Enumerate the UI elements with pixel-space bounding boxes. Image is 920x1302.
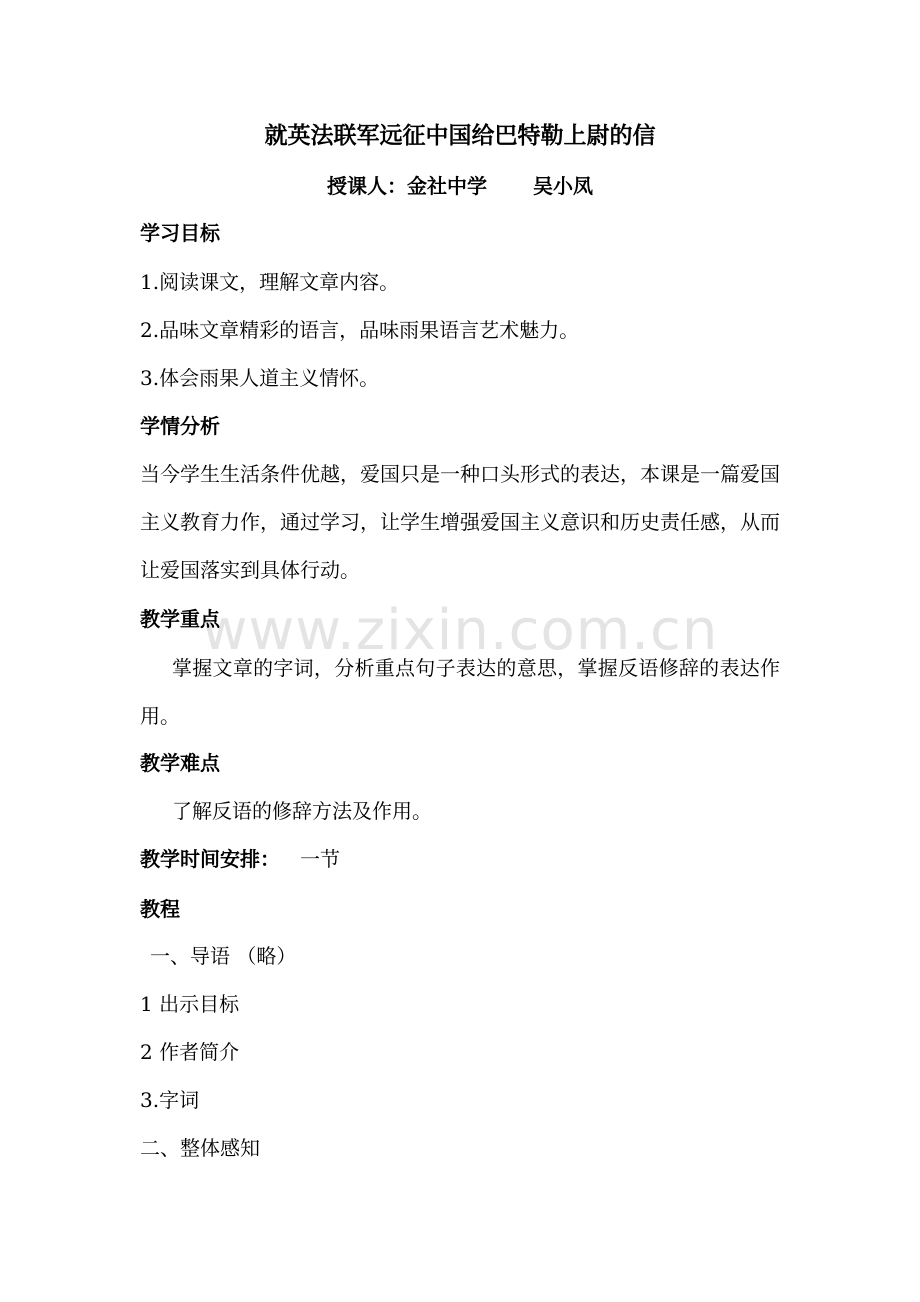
difficulty-heading: 教学难点: [140, 751, 220, 775]
analysis-heading: 学情分析: [140, 414, 220, 438]
objectives-heading: 学习目标: [140, 221, 220, 245]
author-label: 授课人：金社中学: [327, 174, 487, 198]
objective-item-1: 1.阅读课文，理解文章内容。: [140, 270, 400, 294]
time-label: 教学时间安排：: [140, 847, 280, 871]
process-item-author: 2 作者简介: [140, 1040, 240, 1064]
time-arrangement: [140, 845, 790, 873]
document-title: 就英法联军远征中国给巴特勒上尉的信: [264, 123, 656, 149]
time-value: 一节: [300, 847, 340, 871]
process-item-vocab: 3.字词: [140, 1088, 200, 1112]
process-item-goals: 1 出示目标: [140, 992, 240, 1016]
author-name: 吴小凤: [533, 174, 593, 198]
difficulty-text: 了解反语的修辞方法及作用。: [172, 799, 432, 823]
analysis-paragraph: 当今学生生活条件优越，爱国只是一种口头形式的表达，本课是一篇爱国主义教育力作，通过学习，让学生增强爱国主义意识和历史责任感，从而让爱国落实到具体行动。: [140, 462, 780, 582]
key-points-heading: 教学重点: [140, 607, 220, 631]
process-item-intro: 一、导语 （略）: [150, 944, 297, 968]
watermark: www.zixin.com.cn: [201, 598, 719, 663]
key-points-paragraph: 掌握文章的字词，分析重点句子表达的意思，掌握反语修辞的表达作用。: [140, 656, 780, 728]
objective-item-3: 3.体会雨果人道主义情怀。: [140, 366, 380, 390]
author-line: [0, 172, 920, 200]
objective-item-2: 2.品味文章精彩的语言，品味雨果语言艺术魅力。: [140, 318, 580, 342]
process-item-overview: 二、整体感知: [140, 1136, 260, 1160]
process-heading: 教程: [140, 897, 180, 921]
